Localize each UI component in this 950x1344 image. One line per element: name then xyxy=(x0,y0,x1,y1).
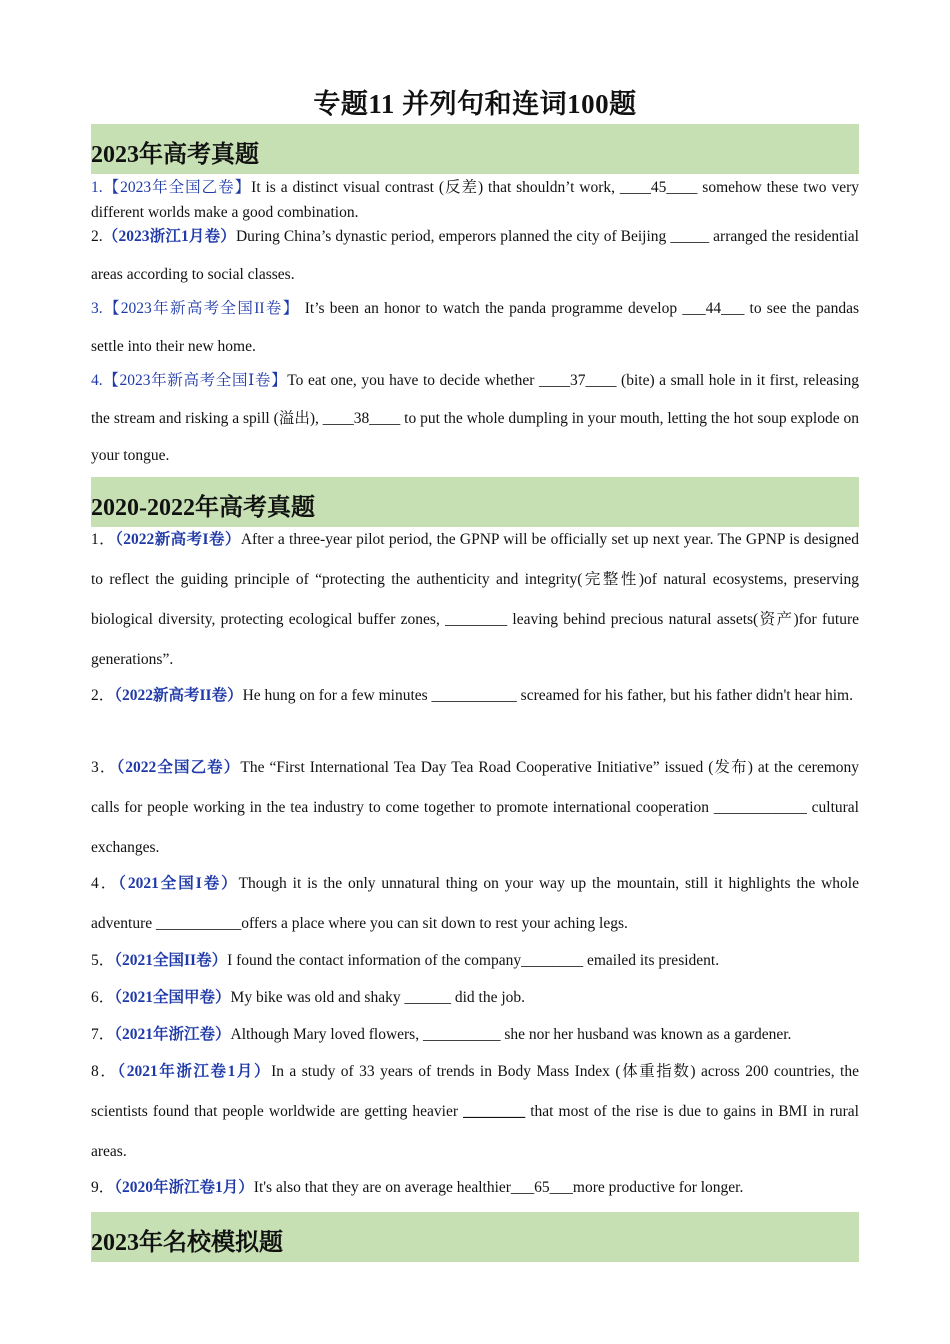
answer-blank-38: ____38____ xyxy=(322,409,401,427)
section-title: 2020-2022年高考真题 xyxy=(91,495,315,521)
question-number: 5． xyxy=(91,952,115,969)
question-text-end: to put the whole dumpling in your mouth, letting the hot soup explode on your tongue. xyxy=(91,409,860,464)
question-source: （2021全国I卷） xyxy=(118,875,239,892)
section-header-2023-gaokao xyxy=(91,124,859,174)
question-2022-7 xyxy=(91,1015,859,1055)
question-text-end: to see the pandas settle into their new home. xyxy=(91,300,860,355)
question-number: 1. xyxy=(91,179,103,196)
question-number: 9． xyxy=(91,1179,115,1196)
question-text-end: that most of the rise is due to gains in BMI in rural areas. xyxy=(91,1103,859,1160)
question-text: My bike was old and shaky ______ did the job. xyxy=(230,989,526,1006)
question-text-middle: (bite) a small hole in it first, releasing the stream and risking a spill (溢出), xyxy=(91,372,860,427)
question-text: It is a distinct visual contrast (反差) that shouldn’t work, xyxy=(251,179,620,196)
question-2023-2 xyxy=(91,218,859,293)
question-2022-4 xyxy=(91,864,859,944)
question-source: （2022全国乙卷） xyxy=(116,759,241,776)
question-number: 6． xyxy=(91,989,115,1006)
question-2022-5 xyxy=(91,941,859,981)
question-text: It’s been an honor to watch the panda programme develop xyxy=(299,300,683,317)
question-text-end: arranged the residential areas according to social classes. xyxy=(91,228,859,283)
question-source: 【2023年新高考全国II卷】 xyxy=(102,300,300,317)
question-number: 2． xyxy=(91,687,115,704)
question-2022-3 xyxy=(91,748,859,868)
question-text: During China’s dynastic period, emperors planned the city of Beijing xyxy=(235,228,671,245)
question-source: （2022新高考I卷） xyxy=(115,531,241,548)
question-source: （2021年浙江卷） xyxy=(114,1026,231,1043)
question-text-end: somehow these two very different worlds make a good combination. xyxy=(91,179,859,221)
question-source: 【2023年新高考全国Ⅰ卷】 xyxy=(102,372,288,389)
question-number: 7． xyxy=(91,1026,115,1043)
question-number: 4． xyxy=(91,875,119,892)
question-number: 4. xyxy=(91,372,103,389)
question-text: He hung on for a few minutes ___________ screamed for his father, but his father didn't hear him. xyxy=(242,687,853,704)
question-number: 3. xyxy=(91,300,103,317)
section-header-2023-mock xyxy=(91,1212,859,1262)
question-number: 1． xyxy=(91,531,116,548)
answer-blank-37: ____37____ xyxy=(539,372,617,389)
question-2023-3 xyxy=(91,290,859,365)
question-text: After a three-year pilot period, the GPNP will be officially set up next year. The GPNP is designed to reflect the guiding principle of “protecting the authenticity and integrity(完整性)of natural ecosystems, preserving biological diversity, protecting ecological buffer zones, ________ leaving behind precious natural assets(资产)for future generations”. xyxy=(91,531,859,668)
question-source: （2020年浙江卷1月） xyxy=(114,1179,254,1196)
section-title: 2023年高考真题 xyxy=(91,142,259,168)
question-source: （2021全国甲卷） xyxy=(114,989,231,1006)
page-title: 专题11 并列句和连词100题 xyxy=(313,89,637,119)
section-title: 2023年名校模拟题 xyxy=(91,1230,283,1256)
question-text: The “First International Tea Day Tea Road Cooperative Initiative” issued (发布) at the ceremony calls for people working in the tea industry to come together to promote international cooperation ____________ cultural exchanges. xyxy=(91,759,859,856)
question-source: （2023浙江1月卷） xyxy=(102,228,236,245)
question-2022-2 xyxy=(91,677,859,715)
question-2023-4 xyxy=(91,362,859,475)
question-2022-6 xyxy=(91,978,859,1018)
question-2022-8 xyxy=(91,1052,859,1172)
question-text: Though it is the only unnatural thing on your way up the mountain, still it highlights the whole adventure ___________offers a place where you can sit down to rest your aching legs. xyxy=(91,875,859,932)
question-number: 3． xyxy=(91,759,117,776)
question-2022-1 xyxy=(91,520,859,680)
question-source: （2021全国II卷） xyxy=(114,952,228,969)
question-source: （2022新高考II卷） xyxy=(114,687,243,704)
question-number: 2. xyxy=(91,228,103,245)
answer-blank: ________ xyxy=(463,1103,526,1120)
question-2022-9 xyxy=(91,1168,859,1208)
answer-blank: _____ xyxy=(670,228,710,245)
answer-blank: ___44___ xyxy=(682,300,745,317)
question-text: It's also that they are on average healthier___65___more productive for longer. xyxy=(253,1179,744,1196)
question-text: In a study of 33 years of trends in Body Mass Index (体重指数) across 200 countries, the scientists found that people worldwide are getting heavier xyxy=(91,1063,859,1120)
question-text: To eat one, you have to decide whether xyxy=(287,372,539,389)
question-text: Although Mary loved flowers, __________ she nor her husband was known as a gardener. xyxy=(230,1026,792,1043)
question-text: I found the contact information of the company________ emailed its president. xyxy=(227,952,720,969)
question-number: 8． xyxy=(91,1063,118,1080)
question-source: 【2023年全国乙卷】 xyxy=(102,179,252,196)
answer-blank: ____45____ xyxy=(619,179,698,196)
question-source: （2021年浙江卷1月） xyxy=(117,1063,272,1080)
